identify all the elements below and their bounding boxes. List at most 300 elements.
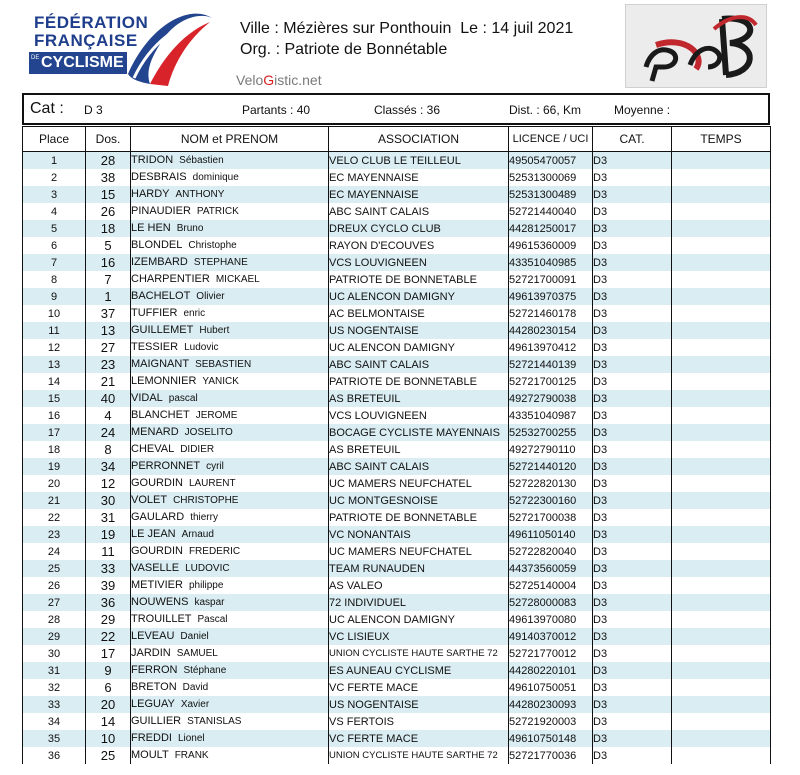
first-name: Olivier xyxy=(196,291,225,302)
dossard-cell: 24 xyxy=(86,424,131,441)
licence-cell: 52721440120 xyxy=(509,458,593,475)
time-cell xyxy=(672,492,771,509)
place-cell: 6 xyxy=(23,237,86,254)
licence-cell: 52721770036 xyxy=(509,747,593,764)
category-cell: D3 xyxy=(593,288,672,305)
dossard-cell: 36 xyxy=(86,594,131,611)
velogistic-link[interactable] xyxy=(236,72,322,88)
first-name: STANISLAS xyxy=(187,716,242,727)
dossard-cell: 6 xyxy=(86,679,131,696)
time-cell xyxy=(672,713,771,730)
association-cell: PATRIOTE DE BONNETABLE xyxy=(329,509,509,526)
place-cell: 29 xyxy=(23,628,86,645)
association-cell: VC FERTE MACE xyxy=(329,730,509,747)
table-row xyxy=(23,611,771,628)
dossard-cell: 1 xyxy=(86,288,131,305)
first-name: David xyxy=(182,682,209,693)
time-cell xyxy=(672,424,771,441)
last-name: TUFFIER xyxy=(131,307,178,319)
page-header xyxy=(0,0,800,92)
licence-cell: 52531300069 xyxy=(509,169,593,186)
licence-cell: 44281250017 xyxy=(509,220,593,237)
place-cell: 7 xyxy=(23,254,86,271)
name-cell xyxy=(131,288,329,305)
association-cell: VC LISIEUX xyxy=(329,628,509,645)
last-name: LE JEAN xyxy=(131,528,176,540)
table-row xyxy=(23,169,771,186)
last-name: NOUWENS xyxy=(131,596,189,608)
time-cell xyxy=(672,220,771,237)
association-cell: UC MAMERS NEUFCHATEL xyxy=(329,543,509,560)
association-cell: VC NONANTAIS xyxy=(329,526,509,543)
name-cell xyxy=(131,492,329,509)
dossard-cell: 23 xyxy=(86,356,131,373)
association-cell: AS BRETEUIL xyxy=(329,441,509,458)
last-name: TRIDON xyxy=(131,154,174,166)
first-name: CHRISTOPHE xyxy=(173,495,239,506)
table-row xyxy=(23,543,771,560)
association-cell: UC MONTGESNOISE xyxy=(329,492,509,509)
dossard-cell: 28 xyxy=(86,152,131,170)
time-cell xyxy=(672,611,771,628)
association-cell: US NOGENTAISE xyxy=(329,696,509,713)
last-name: LEMONNIER xyxy=(131,375,197,387)
dossard-cell: 33 xyxy=(86,560,131,577)
table-row xyxy=(23,475,771,492)
category-cell: D3 xyxy=(593,152,672,170)
place-cell: 10 xyxy=(23,305,86,322)
licence-cell: 49610750051 xyxy=(509,679,593,696)
first-name: YANICK xyxy=(202,376,239,387)
time-cell xyxy=(672,645,771,662)
name-cell xyxy=(131,560,329,577)
association-cell: ABC SAINT CALAIS xyxy=(329,356,509,373)
category-cell: D3 xyxy=(593,696,672,713)
first-name: JOSELITO xyxy=(184,427,233,438)
org-value: Patriote de Bonnétable xyxy=(284,41,448,58)
table-row xyxy=(23,679,771,696)
first-name: MICKAEL xyxy=(215,274,260,285)
dossard-cell: 18 xyxy=(86,220,131,237)
association-cell: VS FERTOIS xyxy=(329,713,509,730)
place-cell: 30 xyxy=(23,645,86,662)
licence-cell: 52721920003 xyxy=(509,713,593,730)
name-cell xyxy=(131,169,329,186)
first-name: Daniel xyxy=(180,631,209,642)
name-cell xyxy=(131,390,329,407)
dossard-cell: 34 xyxy=(86,458,131,475)
name-cell xyxy=(131,730,329,747)
association-cell: VC FERTE MACE xyxy=(329,679,509,696)
last-name: FERRON xyxy=(131,664,178,676)
association-cell: DREUX CYCLO CLUB xyxy=(329,220,509,237)
table-row xyxy=(23,339,771,356)
results-table xyxy=(22,126,771,764)
place-cell: 26 xyxy=(23,577,86,594)
first-name: LAURENT xyxy=(188,478,236,489)
name-cell xyxy=(131,696,329,713)
licence-cell: 52721440139 xyxy=(509,356,593,373)
name-cell xyxy=(131,339,329,356)
time-cell xyxy=(672,288,771,305)
dossard-cell: 10 xyxy=(86,730,131,747)
place-cell: 9 xyxy=(23,288,86,305)
table-row xyxy=(23,288,771,305)
dossard-cell: 4 xyxy=(86,407,131,424)
name-cell xyxy=(131,611,329,628)
category-cell: D3 xyxy=(593,679,672,696)
first-name: Ludovic xyxy=(184,342,219,353)
time-cell xyxy=(672,730,771,747)
results-header-row xyxy=(23,127,771,152)
last-name: LEVEAU xyxy=(131,630,175,642)
dossard-cell: 30 xyxy=(86,492,131,509)
name-cell xyxy=(131,747,329,764)
last-name: MOULT xyxy=(131,749,169,761)
licence-cell: 49505470057 xyxy=(509,152,593,170)
table-row xyxy=(23,407,771,424)
table-row xyxy=(23,713,771,730)
time-cell xyxy=(672,679,771,696)
licence-cell: 52721700038 xyxy=(509,509,593,526)
licence-cell: 52725140004 xyxy=(509,577,593,594)
first-name: Stéphane xyxy=(183,665,227,676)
place-cell: 31 xyxy=(23,662,86,679)
licence-cell: 52722300160 xyxy=(509,492,593,509)
association-cell: UNION CYCLISTE HAUTE SARTHE 72 xyxy=(329,747,509,764)
time-cell xyxy=(672,543,771,560)
association-cell: UC ALENCON DAMIGNY xyxy=(329,339,509,356)
place-cell: 28 xyxy=(23,611,86,628)
table-row xyxy=(23,628,771,645)
table-row xyxy=(23,237,771,254)
name-cell xyxy=(131,186,329,203)
last-name: GOURDIN xyxy=(131,545,183,557)
club-logo xyxy=(625,4,767,88)
licence-cell: 44280230093 xyxy=(509,696,593,713)
first-name: Sébastien xyxy=(179,155,224,166)
last-name: MENARD xyxy=(131,426,179,438)
licence-cell: 52721440040 xyxy=(509,203,593,220)
first-name: Arnaud xyxy=(181,529,214,540)
dossard-cell: 21 xyxy=(86,373,131,390)
category-cell: D3 xyxy=(593,339,672,356)
table-row xyxy=(23,254,771,271)
licence-cell: 52728000083 xyxy=(509,594,593,611)
time-cell xyxy=(672,509,771,526)
name-cell xyxy=(131,509,329,526)
dossard-cell: 31 xyxy=(86,509,131,526)
name-cell xyxy=(131,458,329,475)
table-row xyxy=(23,220,771,237)
table-row xyxy=(23,730,771,747)
licence-cell: 44373560059 xyxy=(509,560,593,577)
org-label: Org. : xyxy=(240,41,285,58)
velogistic-prefix: Velo xyxy=(236,72,264,88)
first-name: DIDIER xyxy=(180,444,215,455)
last-name: GUILLEMET xyxy=(131,324,194,336)
licence-cell: 52721700091 xyxy=(509,271,593,288)
licence-cell: 49613970080 xyxy=(509,611,593,628)
race-date: 14 juil 2021 xyxy=(491,20,574,37)
dossard-cell: 5 xyxy=(86,237,131,254)
last-name: GAULARD xyxy=(131,511,185,523)
dossard-cell: 39 xyxy=(86,577,131,594)
col-header-category: CAT. xyxy=(593,127,672,152)
association-cell: UC ALENCON DAMIGNY xyxy=(329,611,509,628)
place-cell: 19 xyxy=(23,458,86,475)
last-name: BRETON xyxy=(131,681,177,693)
time-cell xyxy=(672,254,771,271)
name-cell xyxy=(131,475,329,492)
col-header-name: NOM et PRENOM xyxy=(131,127,329,152)
last-name: VASELLE xyxy=(131,562,180,574)
name-cell xyxy=(131,203,329,220)
first-name: philippe xyxy=(188,580,224,591)
first-name: FRANK xyxy=(174,750,209,761)
category-cell: D3 xyxy=(593,577,672,594)
average-speed: Moyenne : xyxy=(614,103,671,117)
first-name: Hubert xyxy=(199,325,230,336)
licence-cell: 52531300489 xyxy=(509,186,593,203)
time-cell xyxy=(672,237,771,254)
category-cell: D3 xyxy=(593,747,672,764)
time-cell xyxy=(672,594,771,611)
time-cell xyxy=(672,322,771,339)
name-cell xyxy=(131,594,329,611)
last-name: PINAUDIER xyxy=(131,205,191,217)
race-organizer xyxy=(240,41,447,59)
date-label: Le : xyxy=(451,20,492,37)
last-name: BACHELOT xyxy=(131,290,191,302)
first-name: PATRICK xyxy=(196,206,239,217)
time-cell xyxy=(672,203,771,220)
last-name: VOLET xyxy=(131,494,168,506)
last-name: GOURDIN xyxy=(131,477,183,489)
time-cell xyxy=(672,305,771,322)
last-name: HARDY xyxy=(131,188,170,200)
place-cell: 8 xyxy=(23,271,86,288)
category-cell: D3 xyxy=(593,322,672,339)
dossard-cell: 25 xyxy=(86,747,131,764)
dossard-cell: 14 xyxy=(86,713,131,730)
association-cell: PATRIOTE DE BONNETABLE xyxy=(329,373,509,390)
category-cell: D3 xyxy=(593,526,672,543)
table-row xyxy=(23,509,771,526)
last-name: METIVIER xyxy=(131,579,183,591)
licence-cell: 52721700125 xyxy=(509,373,593,390)
dossard-cell: 19 xyxy=(86,526,131,543)
ffc-swoosh-icon xyxy=(120,4,220,88)
table-row xyxy=(23,373,771,390)
time-cell xyxy=(672,152,771,170)
race-summary-bar xyxy=(22,93,770,125)
association-cell: EC MAYENNAISE xyxy=(329,169,509,186)
last-name: MAIGNANT xyxy=(131,358,190,370)
last-name: CHARPENTIER xyxy=(131,273,210,285)
name-cell xyxy=(131,628,329,645)
place-cell: 15 xyxy=(23,390,86,407)
last-name: BLONDEL xyxy=(131,239,183,251)
licence-cell: 49611050140 xyxy=(509,526,593,543)
association-cell: ABC SAINT CALAIS xyxy=(329,203,509,220)
dossard-cell: 27 xyxy=(86,339,131,356)
results-body xyxy=(23,152,771,765)
last-name: FREDDI xyxy=(131,732,172,744)
table-row xyxy=(23,356,771,373)
first-name: Lionel xyxy=(177,733,205,744)
dossard-cell: 26 xyxy=(86,203,131,220)
licence-cell: 52532700255 xyxy=(509,424,593,441)
category-cell: D3 xyxy=(593,662,672,679)
table-row xyxy=(23,747,771,764)
velogistic-g: G xyxy=(263,72,275,88)
association-cell: UNION CYCLISTE HAUTE SARTHE 72 xyxy=(329,645,509,662)
association-cell: UC MAMERS NEUFCHATEL xyxy=(329,475,509,492)
partants-count: Partants : 40 xyxy=(242,103,311,117)
category-cell: D3 xyxy=(593,169,672,186)
first-name: enric xyxy=(183,308,206,319)
ville-value: Mézières sur Ponthouin xyxy=(283,20,452,37)
ffc-logo-de: DE xyxy=(31,55,40,61)
association-cell: VELO CLUB LE TEILLEUL xyxy=(329,152,509,170)
first-name: Bruno xyxy=(176,223,204,234)
first-name: Pascal xyxy=(197,614,228,625)
dossard-cell: 11 xyxy=(86,543,131,560)
time-cell xyxy=(672,577,771,594)
ffc-logo-banner xyxy=(29,52,127,74)
name-cell xyxy=(131,220,329,237)
ville-label: Ville : xyxy=(240,20,284,37)
dossard-cell: 15 xyxy=(86,186,131,203)
table-row xyxy=(23,526,771,543)
dossard-cell: 16 xyxy=(86,254,131,271)
dossard-cell: 17 xyxy=(86,645,131,662)
category-cell: D3 xyxy=(593,220,672,237)
classes-count: Classés : 36 xyxy=(374,103,441,117)
place-cell: 5 xyxy=(23,220,86,237)
time-cell xyxy=(672,339,771,356)
table-row xyxy=(23,492,771,509)
cat-label: Cat : xyxy=(30,100,64,117)
association-cell: BOCAGE CYCLISTE MAYENNAIS xyxy=(329,424,509,441)
ffc-logo-line2: FRANÇAISE xyxy=(34,31,138,50)
time-cell xyxy=(672,373,771,390)
category-cell: D3 xyxy=(593,645,672,662)
name-cell xyxy=(131,543,329,560)
name-cell xyxy=(131,441,329,458)
table-row xyxy=(23,186,771,203)
last-name: CHEVAL xyxy=(131,443,175,455)
table-row xyxy=(23,424,771,441)
category-cell: D3 xyxy=(593,373,672,390)
category-cell: D3 xyxy=(593,543,672,560)
dossard-cell: 40 xyxy=(86,390,131,407)
time-cell xyxy=(672,169,771,186)
first-name: dominique xyxy=(192,172,239,183)
place-cell: 23 xyxy=(23,526,86,543)
time-cell xyxy=(672,407,771,424)
category-cell: D3 xyxy=(593,730,672,747)
col-header-time: TEMPS xyxy=(672,127,771,152)
dossard-cell: 22 xyxy=(86,628,131,645)
first-name: cyril xyxy=(206,461,224,472)
name-cell xyxy=(131,152,329,170)
time-cell xyxy=(672,560,771,577)
licence-cell: 44280220101 xyxy=(509,662,593,679)
time-cell xyxy=(672,628,771,645)
time-cell xyxy=(672,186,771,203)
race-location xyxy=(240,20,573,38)
association-cell: ABC SAINT CALAIS xyxy=(329,458,509,475)
place-cell: 1 xyxy=(23,152,86,170)
category-cell: D3 xyxy=(593,305,672,322)
place-cell: 18 xyxy=(23,441,86,458)
category-cell: D3 xyxy=(593,492,672,509)
name-cell xyxy=(131,305,329,322)
association-cell: 72 INDIVIDUEL xyxy=(329,594,509,611)
time-cell xyxy=(672,390,771,407)
place-cell: 16 xyxy=(23,407,86,424)
category-cell: D3 xyxy=(593,186,672,203)
time-cell xyxy=(672,271,771,288)
licence-cell: 43351040985 xyxy=(509,254,593,271)
category-cell: D3 xyxy=(593,475,672,492)
name-cell xyxy=(131,713,329,730)
last-name: IZEMBARD xyxy=(131,256,188,268)
category-cell: D3 xyxy=(593,509,672,526)
last-name: GUILLIER xyxy=(131,715,182,727)
table-row xyxy=(23,560,771,577)
place-cell: 24 xyxy=(23,543,86,560)
place-cell: 35 xyxy=(23,730,86,747)
licence-cell: 43351040987 xyxy=(509,407,593,424)
col-header-dossard: Dos. xyxy=(86,127,131,152)
place-cell: 20 xyxy=(23,475,86,492)
licence-cell: 44280230154 xyxy=(509,322,593,339)
category-cell: D3 xyxy=(593,254,672,271)
first-name: thierry xyxy=(190,512,218,523)
association-cell: RAYON D'ECOUVES xyxy=(329,237,509,254)
place-cell: 25 xyxy=(23,560,86,577)
table-row xyxy=(23,662,771,679)
first-name: SEBASTIEN xyxy=(195,359,252,370)
first-name: kaspar xyxy=(194,597,225,608)
last-name: VIDAL xyxy=(131,392,163,404)
category-cell: D3 xyxy=(593,424,672,441)
association-cell: EC MAYENNAISE xyxy=(329,186,509,203)
first-name: Xavier xyxy=(180,699,210,710)
category-cell: D3 xyxy=(593,356,672,373)
licence-cell: 52721770012 xyxy=(509,645,593,662)
category-cell: D3 xyxy=(593,611,672,628)
time-cell xyxy=(672,458,771,475)
table-row xyxy=(23,696,771,713)
place-cell: 4 xyxy=(23,203,86,220)
place-cell: 17 xyxy=(23,424,86,441)
licence-cell: 49610750148 xyxy=(509,730,593,747)
association-cell: VCS LOUVIGNEEN xyxy=(329,407,509,424)
ffc-logo-line3: CYCLISME xyxy=(41,54,124,71)
ffc-logo-line1: FÉDÉRATION xyxy=(34,13,149,32)
place-cell: 13 xyxy=(23,356,86,373)
name-cell xyxy=(131,526,329,543)
category-cell: D3 xyxy=(593,628,672,645)
place-cell: 33 xyxy=(23,696,86,713)
table-row xyxy=(23,577,771,594)
licence-cell: 49272790110 xyxy=(509,441,593,458)
place-cell: 14 xyxy=(23,373,86,390)
